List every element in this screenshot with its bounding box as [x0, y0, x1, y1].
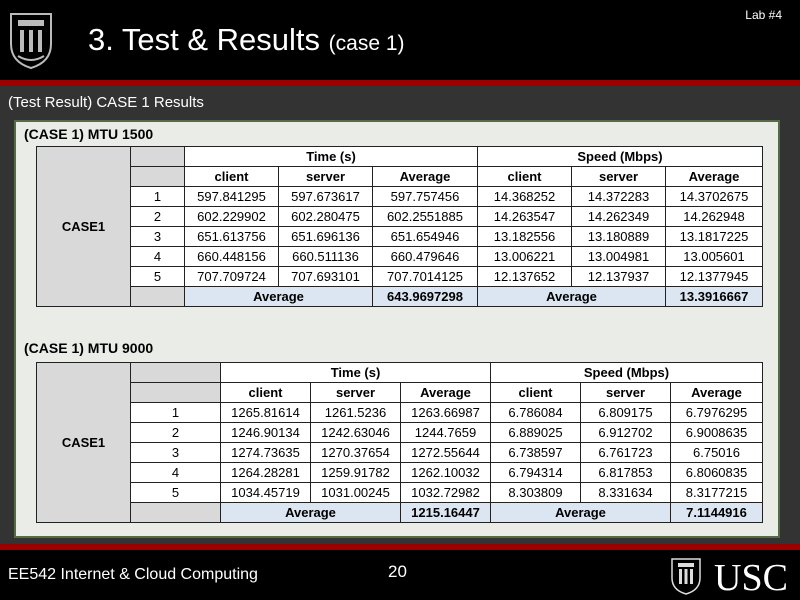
table-title-mtu9000: (CASE 1) MTU 9000 — [24, 340, 154, 356]
results-table-mtu1500 — [36, 146, 763, 307]
speed-average-value: 13.3916667 — [666, 287, 763, 307]
average-label: Average — [221, 503, 401, 523]
row-index: 3 — [131, 443, 221, 463]
table-cell: 6.786084 — [491, 403, 581, 423]
group-header-speed: Speed (Mbps) — [491, 363, 763, 383]
column-header: client — [491, 383, 581, 403]
table-cell: 707.693101 — [279, 267, 373, 287]
table-cell: 6.809175 — [581, 403, 671, 423]
case-label: CASE1 — [37, 363, 131, 523]
average-label: Average — [491, 503, 671, 523]
average-row — [37, 287, 763, 307]
table-cell: 1272.55644 — [401, 443, 491, 463]
table-cell: 651.696136 — [279, 227, 373, 247]
table-cell: 1031.00245 — [311, 483, 401, 503]
table-cell: 6.794314 — [491, 463, 581, 483]
table-cell: 13.182556 — [478, 227, 572, 247]
table-cell: 14.262349 — [572, 207, 666, 227]
table-cell: 6.738597 — [491, 443, 581, 463]
table-row — [37, 423, 763, 443]
speed-average-value: 7.1144916 — [671, 503, 763, 523]
table-cell: 6.889025 — [491, 423, 581, 443]
table-cell: 8.3177215 — [671, 483, 763, 503]
table-cell: 14.3702675 — [666, 187, 763, 207]
table-cell: 602.2551885 — [373, 207, 478, 227]
row-index: 3 — [131, 227, 185, 247]
table-cell: 1274.73635 — [221, 443, 311, 463]
table-cell: 8.331634 — [581, 483, 671, 503]
table-row — [37, 403, 763, 423]
lab-label: Lab #4 — [745, 8, 782, 22]
slide-header — [0, 0, 800, 80]
table-cell: 6.8060835 — [671, 463, 763, 483]
table-cell: 13.005601 — [666, 247, 763, 267]
table-cell: 6.761723 — [581, 443, 671, 463]
column-header: Average — [373, 167, 478, 187]
average-row — [37, 503, 763, 523]
table-cell: 602.280475 — [279, 207, 373, 227]
table-cell: 1032.72982 — [401, 483, 491, 503]
table-row — [37, 483, 763, 503]
table-cell: 13.006221 — [478, 247, 572, 267]
average-label: Average — [478, 287, 666, 307]
table-cell: 597.673617 — [279, 187, 373, 207]
table-cell: 6.75016 — [671, 443, 763, 463]
university-seal-icon — [670, 556, 702, 596]
group-header-time: Time (s) — [185, 147, 478, 167]
table-cell: 1262.10032 — [401, 463, 491, 483]
table-row — [37, 187, 763, 207]
table-cell: 6.9008635 — [671, 423, 763, 443]
row-index: 1 — [131, 187, 185, 207]
course-title: EE542 Internet & Cloud Computing — [8, 566, 258, 583]
table-cell: 1034.45719 — [221, 483, 311, 503]
table-cell: 12.1377945 — [666, 267, 763, 287]
table-cell: 1270.37654 — [311, 443, 401, 463]
table-cell: 1263.66987 — [401, 403, 491, 423]
table-cell: 597.841295 — [185, 187, 279, 207]
table-cell: 6.7976295 — [671, 403, 763, 423]
table-cell: 14.262948 — [666, 207, 763, 227]
time-average-value: 643.9697298 — [373, 287, 478, 307]
row-index: 4 — [131, 247, 185, 267]
table-row — [37, 463, 763, 483]
table-cell: 8.303809 — [491, 483, 581, 503]
table-row — [37, 207, 763, 227]
row-index: 5 — [131, 483, 221, 503]
table-cell: 1246.90134 — [221, 423, 311, 443]
row-index: 2 — [131, 423, 221, 443]
table-cell: 1264.28281 — [221, 463, 311, 483]
table-cell: 660.479646 — [373, 247, 478, 267]
table-cell: 1261.5236 — [311, 403, 401, 423]
page-number: 20 — [388, 562, 407, 581]
column-header: Average — [671, 383, 763, 403]
slide-title-sub: (case 1) — [328, 32, 405, 55]
table-cell: 14.372283 — [572, 187, 666, 207]
table-cell: 14.368252 — [478, 187, 572, 207]
table-cell: 1244.7659 — [401, 423, 491, 443]
table-cell: 12.137937 — [572, 267, 666, 287]
table-cell: 1259.91782 — [311, 463, 401, 483]
row-index: 2 — [131, 207, 185, 227]
table-cell: 707.7014125 — [373, 267, 478, 287]
table-row — [37, 443, 763, 463]
results-panel — [14, 120, 780, 538]
usc-logo — [708, 556, 794, 596]
column-header: server — [572, 167, 666, 187]
table-cell: 651.654946 — [373, 227, 478, 247]
case-label: CASE1 — [37, 147, 131, 307]
group-header-time: Time (s) — [221, 363, 491, 383]
table-cell: 14.263547 — [478, 207, 572, 227]
column-header: server — [311, 383, 401, 403]
slide-footer — [0, 550, 800, 600]
column-header: client — [478, 167, 572, 187]
table-cell: 6.817853 — [581, 463, 671, 483]
slide-content — [0, 86, 800, 544]
table-cell: 660.511136 — [279, 247, 373, 267]
table-cell: 1242.63046 — [311, 423, 401, 443]
table-cell: 602.229902 — [185, 207, 279, 227]
table-cell: 12.137652 — [478, 267, 572, 287]
table-row — [37, 227, 763, 247]
table-cell: 651.613756 — [185, 227, 279, 247]
university-seal-icon — [8, 10, 54, 70]
group-header-speed: Speed (Mbps) — [478, 147, 763, 167]
column-header: client — [185, 167, 279, 187]
slide-title: 3. Test & Results (case 1) — [88, 22, 405, 57]
table-cell: 13.1817225 — [666, 227, 763, 247]
section-title: (Test Result) CASE 1 Results — [8, 94, 204, 111]
table-cell: 6.912702 — [581, 423, 671, 443]
table-cell: 13.004981 — [572, 247, 666, 267]
row-index: 4 — [131, 463, 221, 483]
table-row — [37, 247, 763, 267]
column-header: Average — [401, 383, 491, 403]
table-row — [37, 267, 763, 287]
time-average-value: 1215.16447 — [401, 503, 491, 523]
row-index: 1 — [131, 403, 221, 423]
row-index: 5 — [131, 267, 185, 287]
table-title-mtu1500: (CASE 1) MTU 1500 — [24, 126, 154, 142]
table-cell: 1265.81614 — [221, 403, 311, 423]
table-cell: 660.448156 — [185, 247, 279, 267]
column-header: Average — [666, 167, 763, 187]
table-cell: 707.709724 — [185, 267, 279, 287]
table-cell: 597.757456 — [373, 187, 478, 207]
column-header: server — [581, 383, 671, 403]
svg-text:USC: USC — [714, 557, 788, 596]
table-cell: 13.180889 — [572, 227, 666, 247]
column-header: client — [221, 383, 311, 403]
average-label: Average — [185, 287, 373, 307]
results-table-mtu9000 — [36, 362, 763, 523]
column-header: server — [279, 167, 373, 187]
